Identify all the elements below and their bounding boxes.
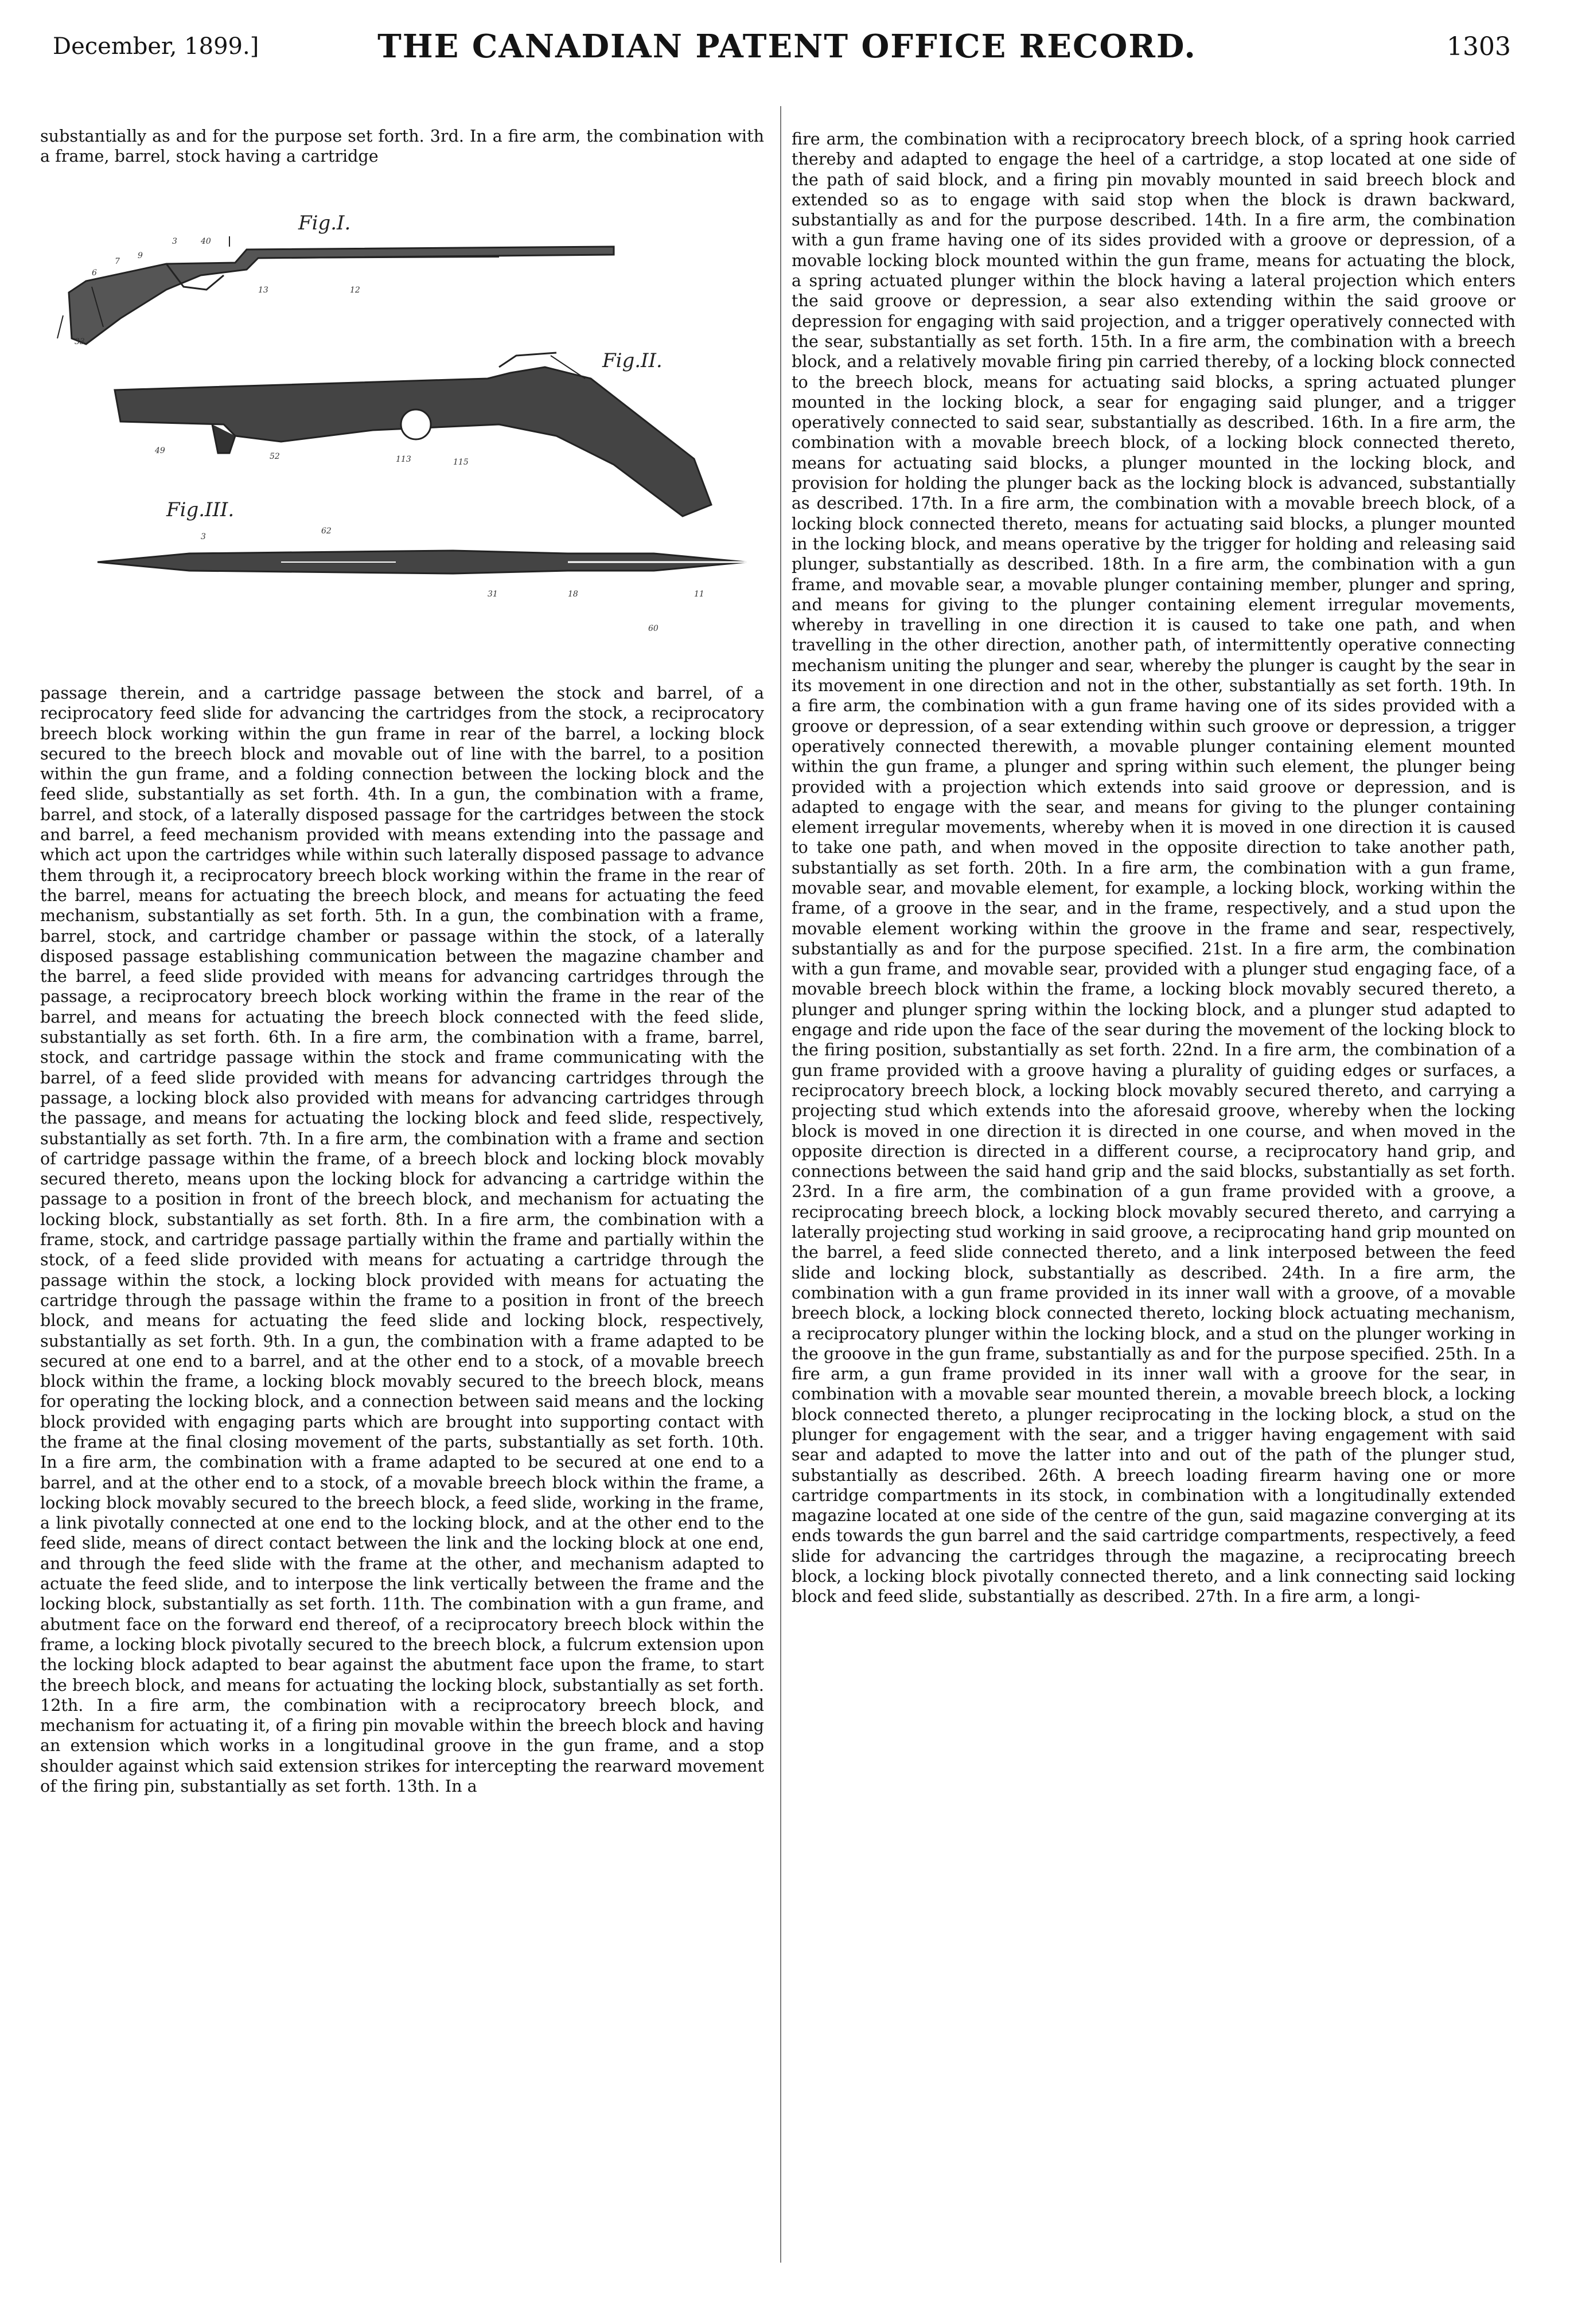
right-column <box>792 129 1515 1607</box>
page-number: 1303 <box>1447 32 1511 61</box>
column-divider <box>780 106 781 2263</box>
left-column-bottom-text: passage therein, and a cartridge passage between the stock and barrel, of a reciprocatory feed slide for advancing the cartridges from the stock, a reciprocatory breech block working within the gun frame in rear of the barrel, a locking block secured to the breech block and movable out of line with the barrel, to a position within the gun frame, and a folding connection between the locking block and the feed slide, substantially as set forth. 4th. In a gun, the combination with a frame, barrel, and stock, of a laterally disposed passage for the cartridges between the stock and barrel, a feed mechanism provided with means extending into the passage and which act upon the cartridges while within such laterally disposed passage to advance them through it, a reciprocatory breech block working within the frame in the rear of the barrel, means for actuating the breech block, and means for actuating the feed mechanism, substantially as set forth. 5th. In a gun, the combination with a frame, barrel, stock, and cartridge chamber or passage within the stock, of a laterally disposed passage establishing communication between the magazine chamber and the barrel, a feed slide provided with means for advancing cartridges through the passage, a reciprocatory breech block working within the frame in the rear of the barrel, and means for actuating the breech block connected with the feed slide, substantially as set forth. 6th. In a fire arm, the combination with a frame, barrel, stock, and cartridge passage within the stock and frame communicating with the barrel, of a feed slide provided with means for advancing cartridges through the passage, a locking block also provided with means for advancing cartridges through the passage, and means for actuating the locking block and feed slide, respectively, substantially as set forth. 7th. In a fire arm, the combination with a frame and section of cartridge passage within the frame, of a breech block and locking block movably secured thereto, means upon the locking block for advancing a cartridge within the passage to a position in front of the breech block, and mechanism for actuating the locking block, substantially as set forth. 8th. In a fire arm, the combination with a frame, stock, and cartridge passage partially within the frame and partially within the stock, of a feed slide provided with means for actuating a cartridge through the passage within the stock, a locking block provided with means for actuating the cartridge through the passage within the frame to a position in front of the breech block, and means for actuating the feed slide and locking block, respectively, substantially as set forth. 9th. In a gun, the combination with a frame adapted to be secured at one end to a barrel, and at the other end to a stock, of a movable breech block within the frame, a locking block movably secured to the breech block, means for operating the locking block, and a connection between said means and the locking block provided with engaging parts which are brought into supporting contact with the frame at the final closing movement of the parts, substantially as set forth. 10th. In a fire arm, the combination with a frame adapted to be secured at one end to a barrel, and at the other end to a stock, of a movable breech block within the frame, a locking block movably secured to the breech block, a feed slide, working in the frame, a link pivotally connected at one end to the locking block, and at the other end to the feed slide, means of direct contact between the link and the locking block at one end, and through the feed slide with the frame at the other, and mechanism adapted to actuate the feed slide, and to interpose the link vertically between the frame and the locking block, substantially as set forth. 11th. The combination with a gun frame, and abutment face on the forward end thereof, of a reciprocatory breech block within the frame, a locking block pivotally secured to the breech block, a fulcrum extension upon the locking block adapted to bear against the abutment face upon the frame, to start the breech block, and means for actuating the locking block, substantially as set forth. 12th. In a fire arm, the combination with a reciprocatory breech block, and mechanism for actuating it, of a firing pin movable within the breech block and having an extension which works in a longitudinal groove in the gun frame, and a stop shoulder against which said extension strikes for intercepting the rearward movement of the firing pin, substantially as set forth. 13th. In a <box>40 683 764 1796</box>
svg-text:40: 40 <box>201 237 211 246</box>
fig-3-drawing <box>98 551 746 574</box>
svg-text:31: 31 <box>488 590 498 599</box>
svg-text:6: 6 <box>92 268 97 278</box>
fig-3-label: Fig.III. <box>166 498 235 521</box>
svg-text:113: 113 <box>396 455 411 464</box>
svg-text:12: 12 <box>350 286 360 295</box>
svg-text:60: 60 <box>648 624 659 633</box>
svg-text:13: 13 <box>258 286 268 295</box>
fig-2-label: Fig.II. <box>602 349 663 372</box>
svg-text:62: 62 <box>321 527 332 536</box>
left-column-top <box>40 126 764 167</box>
left-column-top-text: substantially as and for the purpose set forth. 3rd. In a fire arm, the combination with a frame, barrel, stock having a cartridge <box>40 126 764 166</box>
issue-date: December, 1899.] <box>53 33 259 60</box>
fig-2-drawing <box>115 353 711 516</box>
svg-text:3: 3 <box>201 532 206 541</box>
svg-text:3: 3 <box>172 237 177 246</box>
right-column-text: fire arm, the combination with a reciprocatory breech block, of a spring hook carried thereby and adapted to engage the heel of a cartridge, a stop located at one side of the path of said block, and a firing pin movably mounted in said breech block and extended so as to engage with said stop when the block is drawn backward, substantially as and for the purpose described. 14th. In a fire arm, the combination with a gun frame having one of its sides provided with a groove or depression, of a movable locking block mounted within the gun frame, means for actuating the block, a spring actuated plunger within the block having a lateral projection which enters the said groove or depression, a sear also extending within the said groove or depression for engaging with said projection, and a trigger operatively connected with the sear, substantially as set forth. 15th. In a fire arm, the combination with a breech block, and a relatively movable firing pin carried thereby, of a locking block connected to the breech block, means for actuating said blocks, a spring actuated plunger mounted in the locking block, a sear for engaging said plunger, and a trigger operatively connected to said sear, substantially as described. 16th. In a fire arm, the combination with a movable breech block, of a locking block connected thereto, means for actuating said blocks, a plunger mounted in the locking block, and provision for holding the plunger back as the locking block is advanced, substantially as described. 17th. In a fire arm, the combination with a movable breech block, of a locking block connected thereto, means for actuating said blocks, a plunger mounted in the locking block, and means operative by the trigger for holding and releasing said plunger, substantially as described. 18th. In a fire arm, the combination with a gun frame, and movable sear, a movable plunger containing member, plunger and spring, and means for giving to the plunger containing element irregular movements, whereby in travelling in one direction it is caused to take one path, and when travelling in the other direction, another path, of intermittently operative connecting mechanism uniting the plunger and sear, whereby the plunger is caught by the sear in its movement in one direction and not in the other, substantially as set forth. 19th. In a fire arm, the combination with a gun frame having one of its sides provided with a groove or depression, of a sear extending within such groove or depression, a trigger operatively connected therewith, a movable plunger containing element mounted within the gun frame, a plunger and spring within such element, the plunger being provided with a projection which extends into said groove or depression, and is adapted to engage with the sear, and means for giving to the plunger containing element irregular movements, whereby when it is moved in one direction it is caused to take one path, and when moved in the opposite direction to take another path, substantially as set forth. 20th. In a fire arm, the combination with a gun frame, movable sear, and movable element, for example, a locking block, working within the frame, of a groove in the sear, and in the frame, respectively, and a stud upon the movable element working within the groove in the frame and sear, respectively, substantially as and for the purpose specified. 21st. In a fire arm, the combination with a gun frame, and movable sear, provided with a plunger stud engaging face, of a movable breech block within the frame, a locking block movably secured thereto, a plunger and plunger spring within the locking block, and a plunger stud adapted to engage and ride upon the face of the sear during the movement of the locking block to the firing position, substantially as set forth. 22nd. In a fire arm, the combination of a gun frame provided with a groove having a plurality of guiding edges or surfaces, a reciprocatory breech block, a locking block movably secured thereto, and carrying a projecting stud which extends into the aforesaid groove, whereby when the locking block is moved in one direction it is directed in one course, and when moved in the opposite direction is directed in a different course, a reciprocatory hand grip, and connections between the said hand grip and the said blocks, substantially as set forth. 23rd. In a fire arm, the combination of a gun frame provided with a groove, a reciprocating breech block, a locking block movably secured thereto, and carrying a laterally projecting stud working in said groove, a reciprocating hand grip mounted on the barrel, a feed slide connected thereto, and a link interposed between the feed slide and locking block, substantially as described. 24th. In a fire arm, the combination with a gun frame provided in its inner wall with a groove, of a movable breech block, a locking block connected thereto, locking block actuating mechanism, a reciprocatory plunger within the locking block, and a stud on the plunger working in the grooove in the gun frame, substantially as and for the purpose specified. 25th. In a fire arm, a gun frame provided in its inner wall with a groove for the sear, in combination with a movable sear mounted therein, a movable breech block, a locking block connected thereto, a plunger reciprocating in the locking block, a stud on the plunger for engagement with the sear, and a trigger having engagement with said sear and adapted to move the latter into and out of the path of the plunger stud, substantially as described. 26th. A breech loading firearm having one or more cartridge compartments in its stock, in combination with a longitudinally extended magazine located at one side of the centre of the gun, said magazine converging at its ends towards the gun barrel and the said cartridge compartments, respectively, a feed slide for advancing the cartridges through the magazine, a reciprocating breech block, a locking block pivotally connected thereto, and a link connecting said locking block and feed slide, substantially as described. 27th. In a fire arm, a longi- <box>792 129 1515 1606</box>
svg-text:9: 9 <box>138 251 143 260</box>
svg-text:11: 11 <box>694 590 704 599</box>
svg-text:7: 7 <box>115 257 120 266</box>
svg-text:49: 49 <box>155 446 165 455</box>
publication-title: THE CANADIAN PATENT OFFICE RECORD. <box>377 28 1197 65</box>
left-column-bottom <box>40 683 764 1796</box>
svg-text:115: 115 <box>453 458 469 467</box>
svg-text:18: 18 <box>568 590 578 599</box>
svg-text:52: 52 <box>270 452 280 461</box>
patent-drawing <box>52 195 758 665</box>
page-header <box>0 0 1574 86</box>
svg-text:33: 33 <box>75 337 85 346</box>
fig-1-label: Fig.I. <box>298 212 351 235</box>
